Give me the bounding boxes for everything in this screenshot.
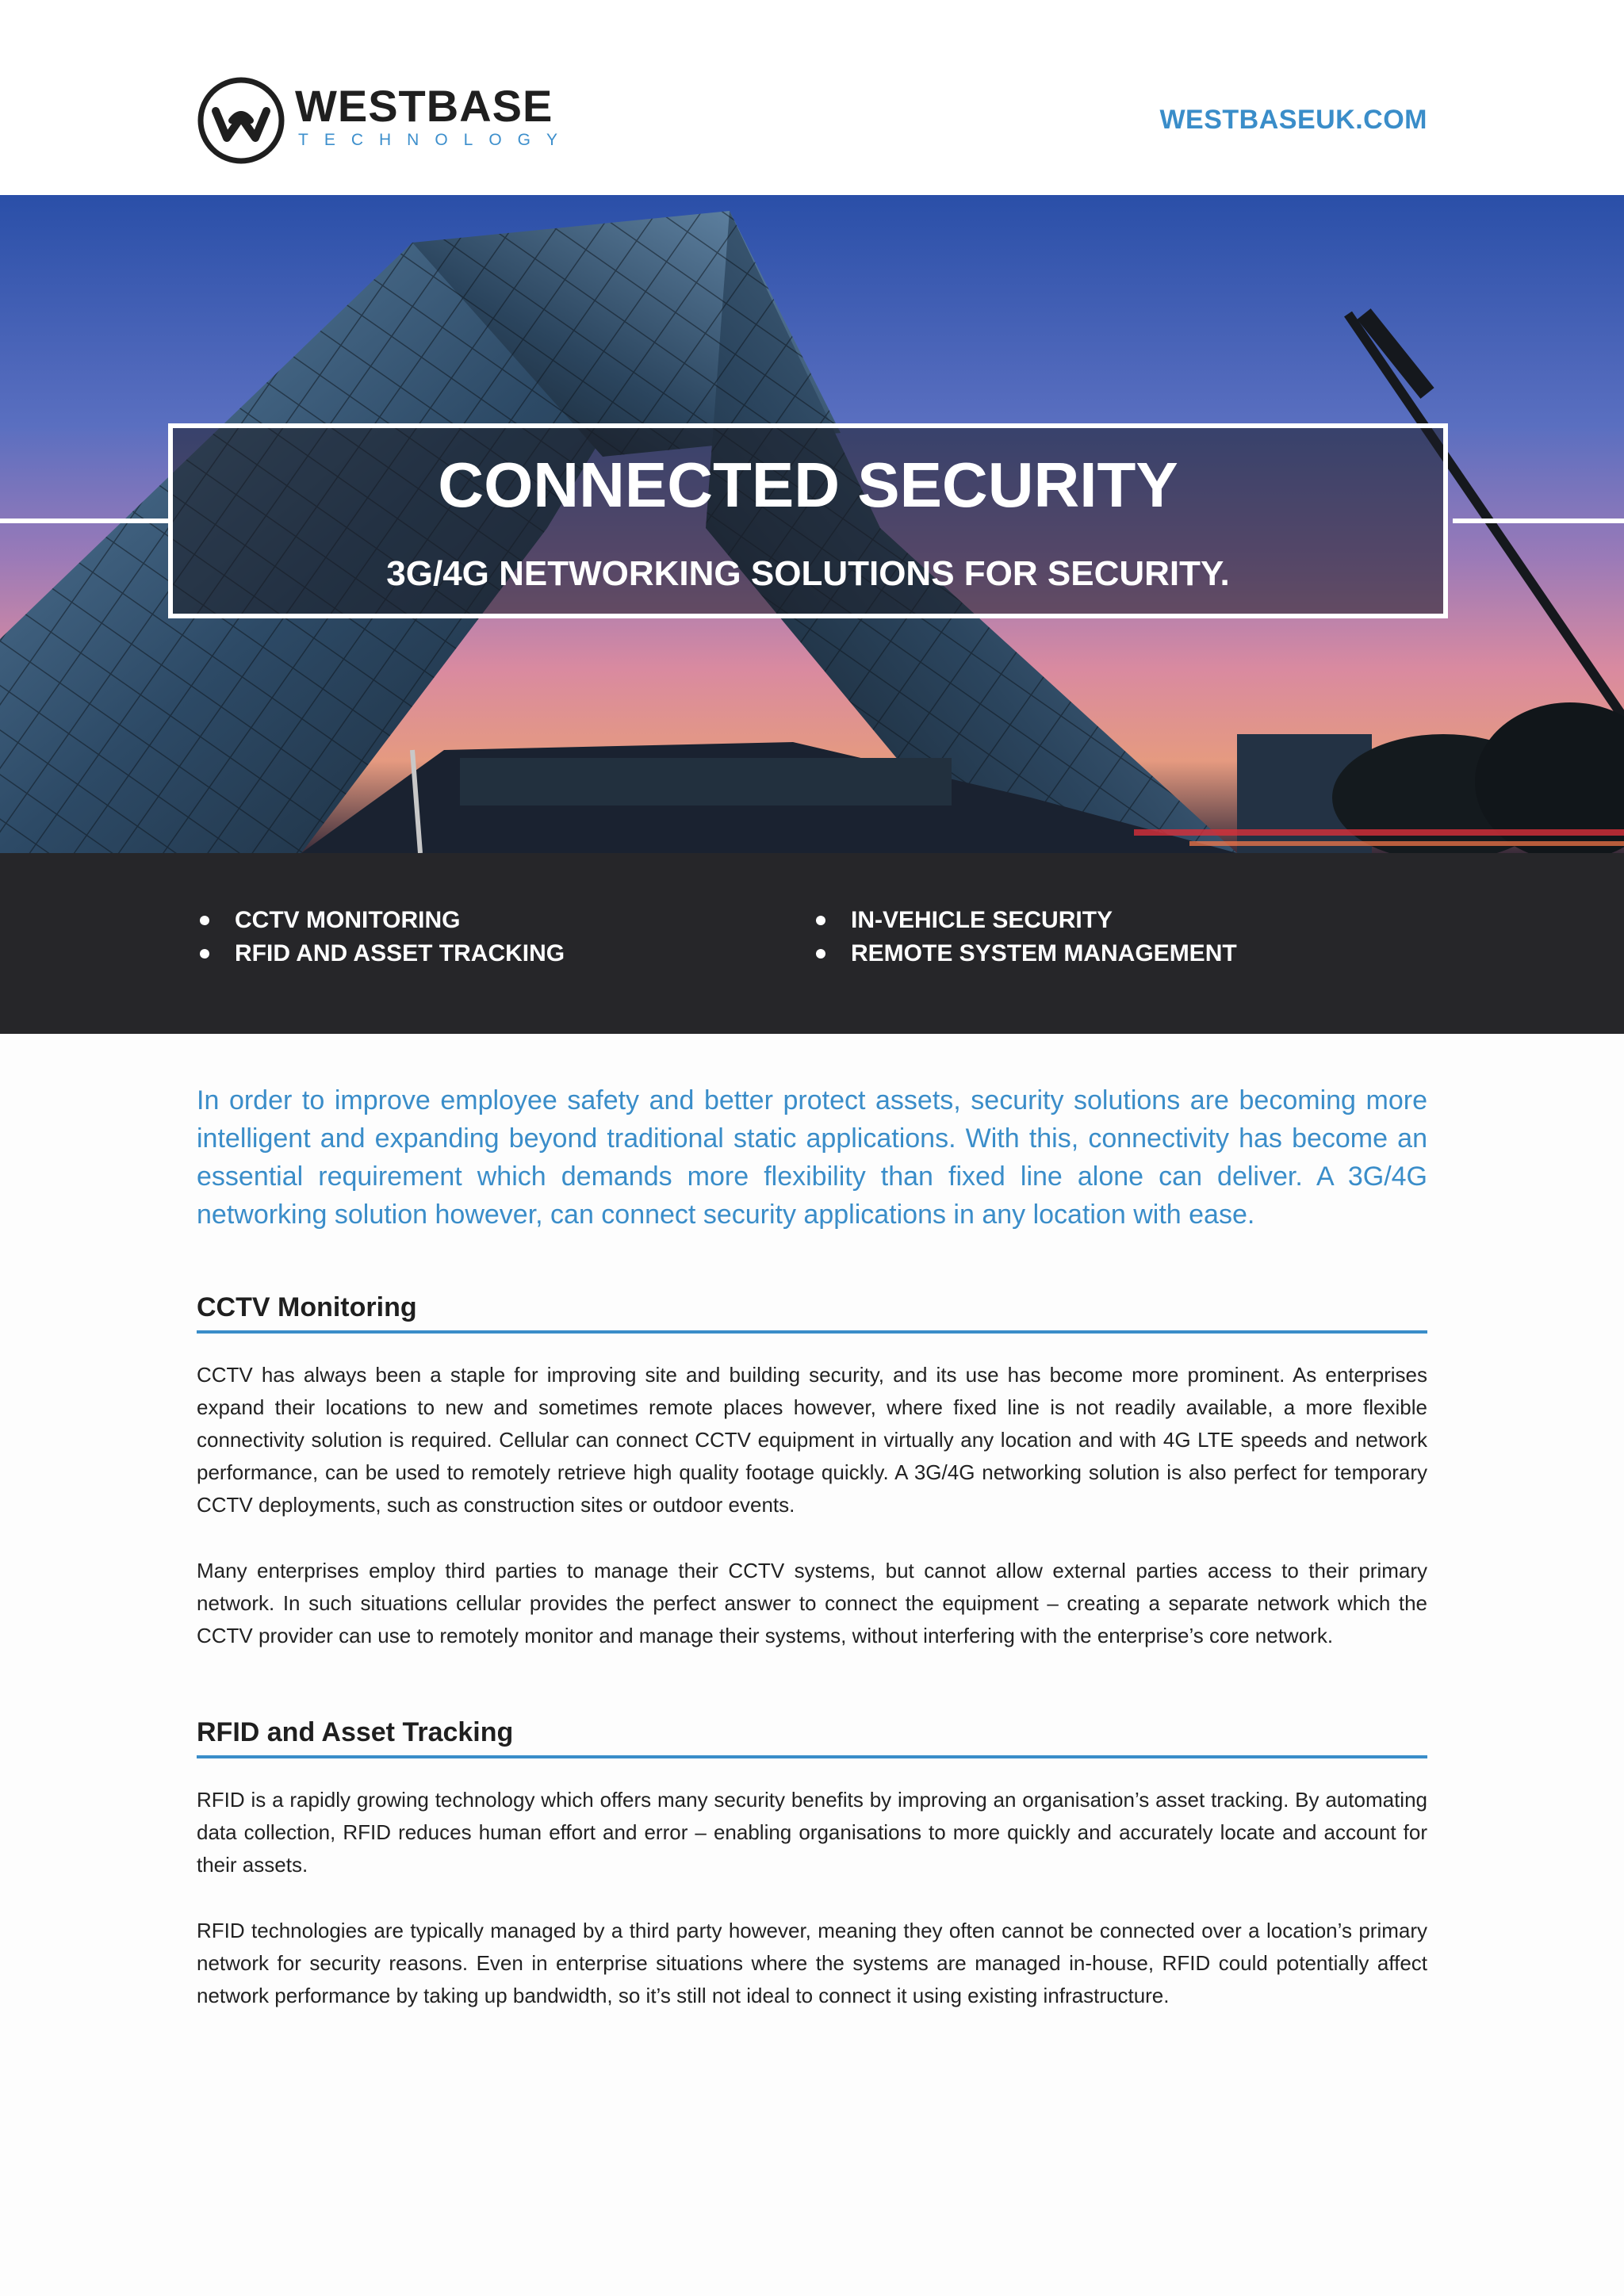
bullet-icon — [200, 916, 209, 925]
hero-banner — [0, 195, 1624, 853]
feature-item — [197, 904, 565, 937]
page-header — [0, 0, 1624, 195]
bullet-icon — [816, 949, 825, 959]
feature-label: IN-VEHICLE SECURITY — [851, 907, 1113, 933]
website-link[interactable]: WESTBASEUK.COM — [1159, 105, 1427, 135]
hero-title-box — [168, 423, 1448, 618]
feature-list-left — [197, 904, 565, 970]
rfid-paragraph-1: RFID is a rapidly growing technology which offers many security benefits by improving an organisation’s asset tracking. By automating data collection, RFID reduces human effort and error – enabling organisations to more quickly and accurately locate and account for their assets. — [197, 1788, 1427, 1877]
feature-label: REMOTE SYSTEM MANAGEMENT — [851, 940, 1237, 966]
intro-paragraph: In order to improve employee safety and better protect assets, security solutions are becoming more intelligent and expanding beyond traditional static applications. With this, connectivity has become an essential requirement which demands more flexibility than fixed line alone can deliver. A 3G/4G networking solution however, can connect security applications in any location with ease. — [197, 1085, 1427, 1230]
cctv-paragraph-2: Many enterprises employ third parties to manage their CCTV systems, but cannot allow external parties access to their primary network. In such situations cellular provides the perfect answer to connect the equipment – creating a separate network which the CCTV provider can use to remotely monitor and manage their systems, without interfering with the enterprise’s core network. — [197, 1559, 1427, 1647]
cctv-paragraph-1: CCTV has always been a staple for improving site and building security, and its use has become more prominent. As enterprises expand their locations to new and sometimes remote places however, where fixed line is not readily available, a more flexible connectivity solution is required. Cellular can connect CCTV equipment in virtually any location and with 4G LTE speeds and network performance, can be used to remotely retrieve high quality footage quickly. A 3G/4G networking solution is also perfect for temporary CCTV deployments, such as construction sites or outdoor events. — [197, 1363, 1427, 1517]
westbase-logo[interactable] — [197, 76, 574, 168]
section-heading-cctv: CCTV Monitoring — [197, 1289, 1427, 1334]
rfid-paragraph-2: RFID technologies are typically managed by a third party however, meaning they often cannot be connected over a location’s primary network for security reasons. Even in enterprise situations where the systems are managed in-house, RFID could potentially affect network performance by taking up bandwidth, so it’s still not ideal to connect it using existing infrastructure. — [197, 1919, 1427, 2007]
bullet-icon — [200, 949, 209, 959]
hero-rule-left — [0, 519, 171, 523]
section-heading-rfid: RFID and Asset Tracking — [197, 1714, 1427, 1758]
bullet-icon — [816, 916, 825, 925]
hero-rule-right — [1453, 519, 1624, 523]
logo-tagline: TECHNOLOGY — [298, 131, 574, 149]
features-band — [0, 853, 1624, 1034]
westbase-logo-icon — [197, 76, 285, 165]
feature-label: CCTV MONITORING — [235, 907, 461, 933]
feature-list-right — [813, 904, 1237, 970]
logo-wordmark: WESTBASE — [295, 81, 553, 131]
feature-label: RFID AND ASSET TRACKING — [235, 940, 565, 966]
page-subtitle: 3G/4G NETWORKING SOLUTIONS FOR SECURITY. — [386, 554, 1230, 593]
feature-item — [197, 937, 565, 970]
page-title: CONNECTED SECURITY — [438, 450, 1178, 520]
feature-item — [813, 937, 1237, 970]
main-content — [197, 1081, 1427, 2012]
feature-item — [813, 904, 1237, 937]
